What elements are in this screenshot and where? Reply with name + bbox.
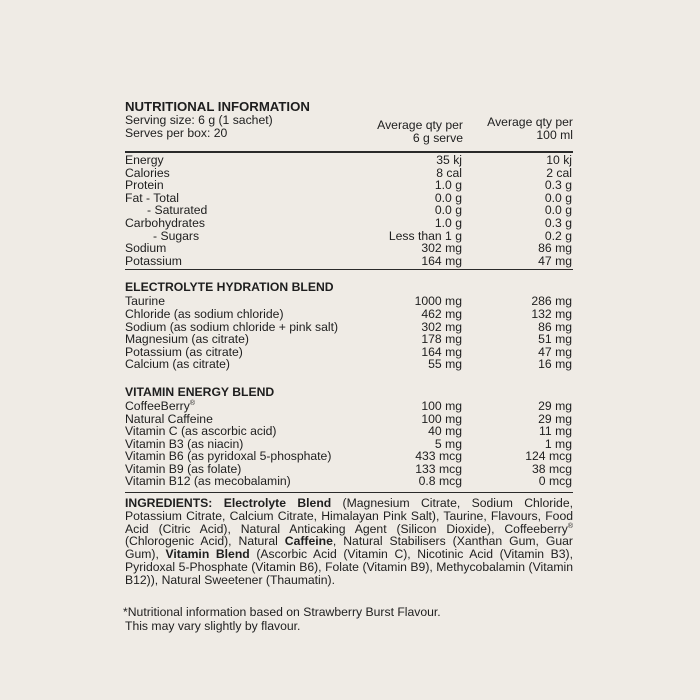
row-label [125,358,230,371]
row-label-text: Magnesium (as citrate) [125,332,249,347]
ingredients-text4: (Ascorbic Acid (Vitamin C), Nicotinic Acid (Vitamin B3), Pyridoxal 5-Phosphate (Vitamin B6), Folate (Vitamin B9), Methycobalamin (Vitamin B12)), Natural Sweetener (Thaumatin). [125,547,574,587]
value-per-serve: 1000 mg [414,294,462,309]
col1-line2: 6 g serve [412,130,463,145]
value-per-100ml: 86 mg [538,241,572,256]
vitamin-rule [125,492,573,493]
value-per-100ml: 0.0 g [544,190,572,205]
row-label-text: Sodium (as sodium chloride + pink salt) [125,319,339,334]
row-label-text: Carbohydrates [125,215,205,230]
header-left [125,100,310,139]
value-per-serve: 0.0 g [434,203,462,218]
row-label-text: Taurine [125,294,165,309]
value-per-serve: 164 mg [421,253,462,268]
value-per-serve: 5 mg [434,436,462,451]
value-per-100ml: 38 mcg [532,461,572,476]
ingredients-text2: (Chlorogenic Acid), Natural [125,534,285,549]
value-per-serve: 1.0 g [434,215,462,230]
value-per-serve: 55 mg [428,357,462,372]
ingredients-text1: (Magnesium Citrate, Sodium Chloride, Potassium Citrate, Calcium Citrate, Himalayan Pink Salt), Taurine, Flavours, Food Acid (Citric Acid), Natural Anticaking Agent (Silicon Dioxide), Coffeeberry [125,496,573,536]
value-per-serve: 8 cal [436,165,462,180]
value-per-100ml: 0.2 g [544,228,572,243]
value-per-serve: 100 mg [421,398,462,413]
value-per-100ml: 86 mg [538,319,572,334]
row-label-text: - Saturated [147,203,208,218]
value-per-100ml: 51 mg [538,332,572,347]
row-label-text: Sodium [125,241,167,256]
column-header-per-100ml [487,116,573,141]
value-per-serve: 1.0 g [434,178,462,193]
col2-line2: 100 ml [536,127,573,142]
value-per-100ml: 286 mg [531,294,572,309]
row-label-text: Vitamin B9 (as folate) [125,461,242,476]
value-per-100ml: 11 mg [539,424,572,439]
row-label-text: Vitamin B6 (as pyridoxal 5-phosphate) [125,449,332,464]
serves-per-box: Serves per box: 20 [125,125,228,140]
ingredients-heading: INGREDIENTS: [125,496,213,511]
row-label-text: Energy [125,153,164,167]
value-per-100ml: 132 mg [531,306,572,321]
serving-size: Serving size: 6 g (1 sachet) [125,113,273,127]
panel-title: NUTRITIONAL INFORMATION [125,99,310,114]
nutrition-row [125,230,573,243]
column-header-per-serve [377,119,463,144]
row-label [125,255,182,268]
electrolyte-row [125,358,573,371]
row-label-text: Vitamin C (as ascorbic acid) [125,424,277,439]
value-per-100ml: 0.3 g [544,178,572,193]
nutrition-row [125,167,573,180]
ingredients-text3: , Natural Stabilisers (Xanthan Gum, Guar Gum), [125,534,573,562]
value-per-100ml: 1 mg [544,436,572,451]
registered-mark: ® [567,522,573,530]
panel-header [125,99,573,145]
value-per-100ml: 0 mcg [538,474,572,489]
nutrition-row [125,154,573,167]
vitamin-row [125,475,573,488]
row-label-text: Vitamin B12 (as mecobalamin) [125,474,291,489]
footnote-line2: This may vary slightly by flavour. [125,618,301,633]
value-per-100ml: 47 mg [538,253,572,268]
nutrition-row [125,179,573,192]
footnote [125,605,573,633]
col2-line1: Average qty per [487,115,573,129]
nutrition-table [125,153,573,267]
value-per-serve: 133 mcg [415,461,462,476]
electrolyte-title: ELECTROLYTE HYDRATION BLEND [125,280,334,295]
value-per-100ml: 0.0 g [544,203,572,218]
ingredients-paragraph [125,497,573,587]
footnote-line1: *Nutritional information based on Strawberry Burst Flavour. [123,604,441,619]
value-per-serve: 302 mg [421,241,462,256]
ingredients-caffeine: Caffeine [284,534,333,549]
vitamin-title: VITAMIN ENERGY BLEND [125,384,275,399]
nutrition-panel [125,100,573,633]
ingredients-blend1: Electrolyte Blend [223,496,332,511]
vitamin-table [125,399,573,488]
row-label [125,475,291,488]
value-per-serve: 178 mg [421,332,462,347]
row-label-text: Fat - Total [125,190,179,205]
value-per-serve: 433 mcg [415,449,462,464]
value-per-serve: 100 mg [421,411,462,426]
row-label-text: Calcium (as citrate) [125,357,230,372]
value-per-serve: 0.8 mcg [418,474,462,489]
value-per-100ml: 0.3 g [544,215,572,230]
row-label-text: Vitamin B3 (as niacin) [125,436,244,451]
value-per-100ml: 29 mg [538,398,572,413]
col1-line1: Average qty per [377,118,463,132]
value-per-serve: 164 mg [421,344,462,359]
value-per-serve: Less than 1 g [388,228,462,243]
row-label-text: Potassium (as citrate) [125,344,243,359]
value-per-serve: 302 mg [421,319,462,334]
row-label-text: - Sugars [153,228,200,243]
value-per-100ml: 16 mg [538,357,572,372]
electrolyte-table [125,294,573,371]
value-per-100ml: 2 cal [546,165,572,180]
row-label-text: Potassium [125,253,182,268]
registered-mark: ® [189,399,195,407]
nutrition-rule [125,269,573,270]
row-label-text: CoffeeBerry [125,398,190,413]
nutrition-row [125,255,573,268]
row-label-text: Chloride (as sodium chloride) [125,306,284,321]
value-per-100ml: 47 mg [538,344,572,359]
value-per-100ml: 124 mcg [525,449,572,464]
value-per-serve: 0.0 g [434,190,462,205]
row-label-text: Protein [125,178,164,193]
ingredients-blend2: Vitamin Blend [165,547,250,562]
row-label-text: Calories [125,165,170,180]
value-per-serve: 35 kj [436,153,462,167]
value-per-serve: 40 mg [428,424,462,439]
value-per-100ml: 10 kj [546,153,572,167]
value-per-100ml: 29 mg [538,411,572,426]
nutrition-row [125,242,573,255]
row-label-text: Natural Caffeine [125,411,213,426]
value-per-serve: 462 mg [421,306,462,321]
